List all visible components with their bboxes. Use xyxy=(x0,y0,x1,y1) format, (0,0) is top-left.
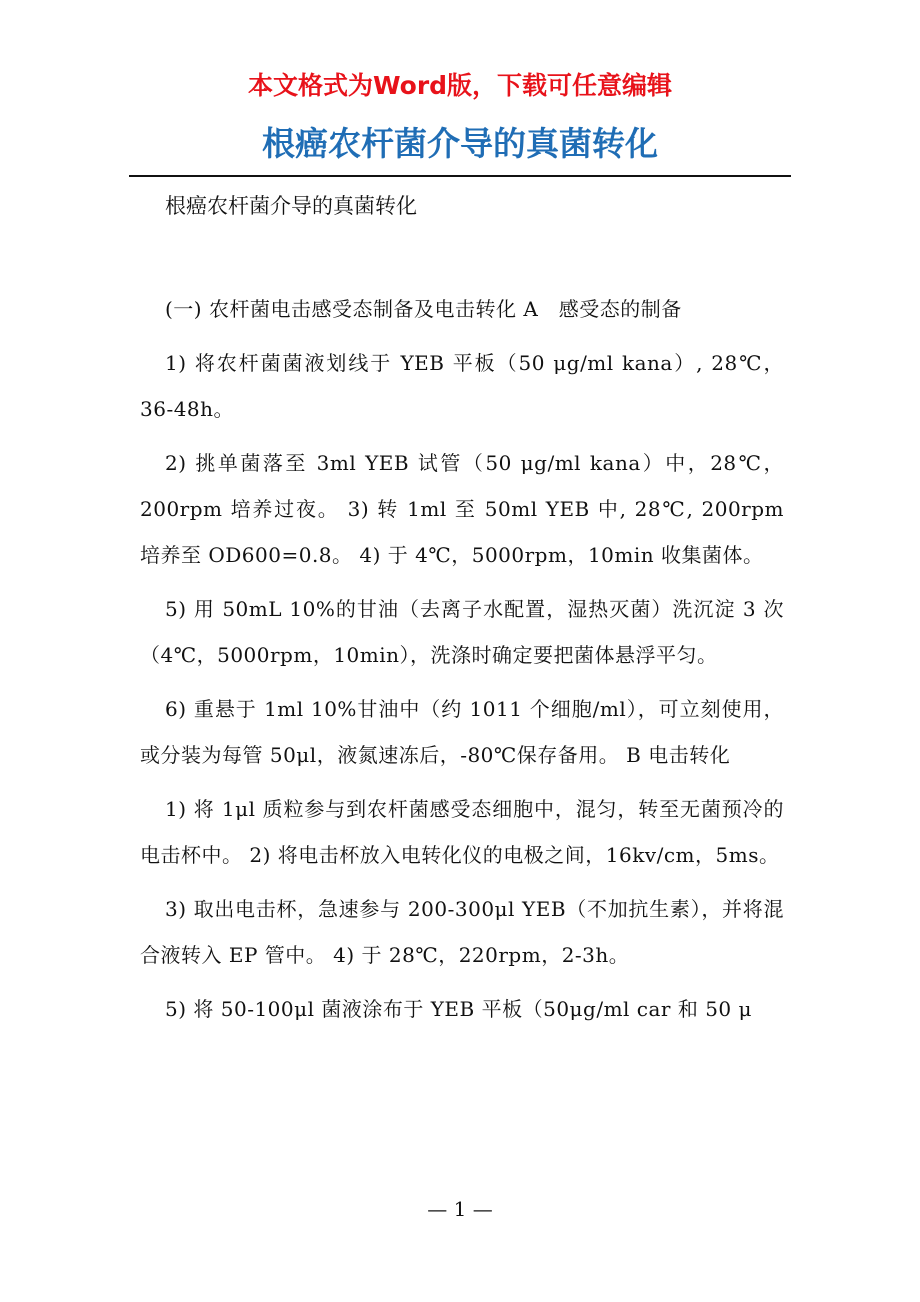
paragraph-section-heading: (一) 农杆菌电击感受态制备及电击转化 A 感受态的制备 xyxy=(165,297,682,321)
download-notice-banner: 本文格式为Word版，下载可任意编辑 xyxy=(247,71,673,100)
blank-line xyxy=(140,228,784,286)
document-body xyxy=(140,184,784,1040)
title-divider xyxy=(129,175,791,177)
paragraph-electro-steps-3-4: 3) 取出电击杯，急速参与 200-300μl YEB（不加抗生素），并将混合液转入 EP 管中。 4) 于 28℃，220rpm，2-3h。 xyxy=(140,897,784,967)
paragraph-steps-2-4: 2) 挑单菌落至 3ml YEB 试管（50 μg/ml kana）中，28℃，200rpm 培养过夜。 3) 转 1ml 至 50ml YEB 中, 28℃, 200rpm 培养至 OD600=0.8。 4) 于 4℃，5000rpm，10min 收集菌体。 xyxy=(140,451,784,567)
paragraph-electro-step-5: 5) 将 50-100μl 菌液涂布于 YEB 平板（50μg/ml car 和 50 μ xyxy=(165,997,753,1021)
body-subtitle: 根癌农杆菌介导的真菌转化 xyxy=(165,194,417,218)
paragraph-step-5: 5) 用 50mL 10%的甘油（去离子水配置，湿热灭菌）洗沉淀 3 次（4℃，5000rpm，10min），洗涤时确定要把菌体悬浮平匀。 xyxy=(140,597,784,667)
page-number: — 1 — xyxy=(427,1197,493,1221)
document-title: 根癌农杆菌介导的真菌转化 xyxy=(262,124,658,163)
paragraph-electro-steps-1-2: 1) 将 1μl 质粒参与到农杆菌感受态细胞中，混匀，转至无菌预冷的电击杯中。 2) 将电击杯放入电转化仪的电极之间，16kv/cm，5ms。 xyxy=(140,797,784,867)
paragraph-step-1: 1) 将农杆菌菌液划线于 YEB 平板（50 μg/ml kana）, 28℃，36-48h。 xyxy=(140,351,784,421)
paragraph-step-6: 6) 重悬于 1ml 10%甘油中（约 1011 个细胞/ml），可立刻使用，或分装为每管 50μl，液氮速冻后，-80℃保存备用。 B 电击转化 xyxy=(140,697,784,767)
